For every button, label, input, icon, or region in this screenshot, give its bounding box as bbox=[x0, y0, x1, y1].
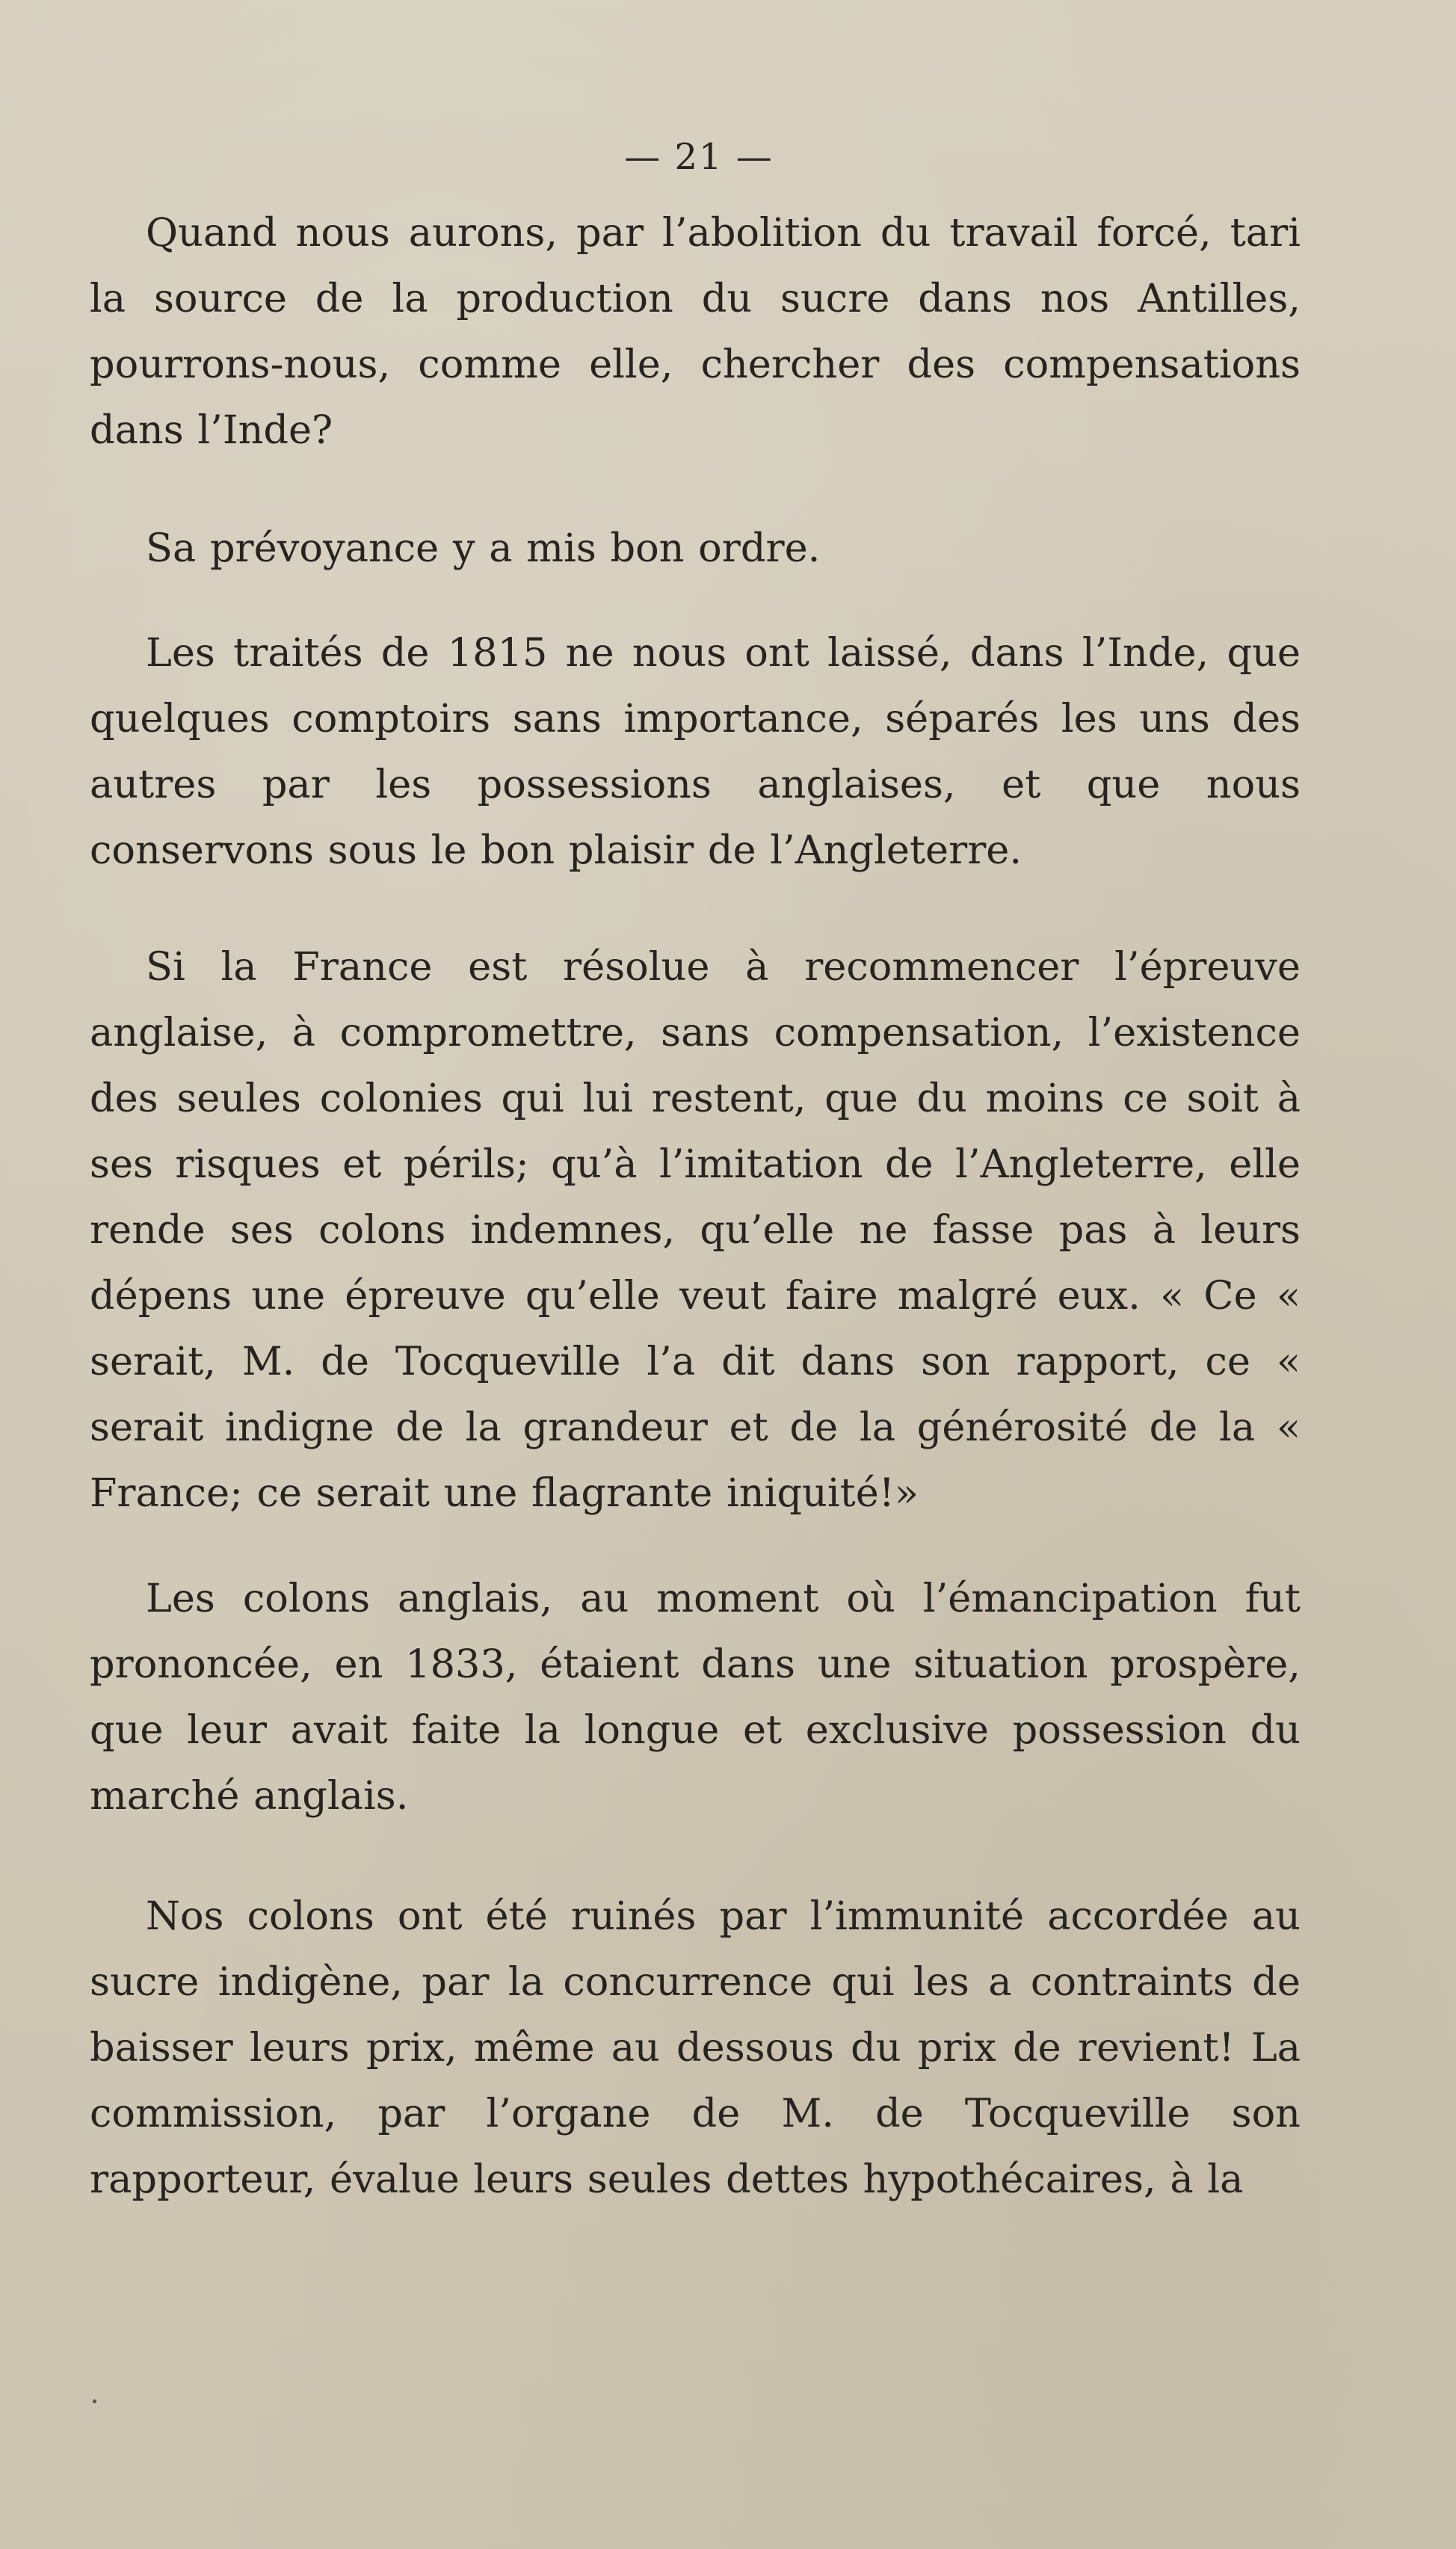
paragraph-nos-colons bbox=[90, 1884, 1301, 2213]
paragraph-text: Les colons anglais, au moment où l’émancipation fut prononcée, en 1833, étaient dans une situation prospère, que leur avait faite la longue et exclusive possession du marché anglais. bbox=[90, 1576, 1301, 1819]
paragraph-text: Si la France est résolue à recommencer l’épreuve anglaise, à compromettre, sans compensation, l’existence des seules colonies qui lui restent, que du moins ce soit à ses risques et périls; qu’à l’imitation de l’Angleterre, elle rende ses colons indemnes, qu’elle ne fasse pas à leurs dépens une épreuve qu’elle veut faire malgré eux. « Ce « serait, M. de Tocqueville l’a dit dans son rapport, ce « serait indigne de la grandeur et de la générosité de la « France; ce serait une flagrante iniquité!» bbox=[90, 944, 1301, 1516]
paragraph-traites bbox=[90, 620, 1301, 884]
page-number: — 21 — bbox=[624, 136, 774, 178]
paragraph-text: Sa prévoyance y a mis bon ordre. bbox=[146, 525, 821, 571]
ink-speck bbox=[93, 2399, 96, 2403]
paragraph-abolition bbox=[90, 200, 1301, 463]
paragraph-prevoyance bbox=[90, 516, 1301, 582]
paragraph-text: Quand nous aurons, par l’abolition du travail forcé, tari la source de la production du sucre dans nos Antilles, pourrons-nous, comme elle, chercher des compensations dans l’Inde? bbox=[90, 210, 1301, 453]
paragraph-france bbox=[90, 934, 1301, 1526]
paragraph-colons-anglais bbox=[90, 1566, 1301, 1829]
paragraph-text: Les traités de 1815 ne nous ont laissé, dans l’Inde, que quelques comptoirs sans importance, séparés les uns des autres par les possessions anglaises, et que nous conservons sous le bon plaisir de l’Angleterre. bbox=[90, 630, 1301, 873]
paragraph-text: Nos colons ont été ruinés par l’immunité accordée au sucre indigène, par la concurrence qui les a contraints de baisser leurs prix, même au dessous du prix de revient! La commission, par l’organe de M. de Tocqueville son rapporteur, évalue leurs seules dettes hypothécaires, à la bbox=[90, 1893, 1301, 2202]
